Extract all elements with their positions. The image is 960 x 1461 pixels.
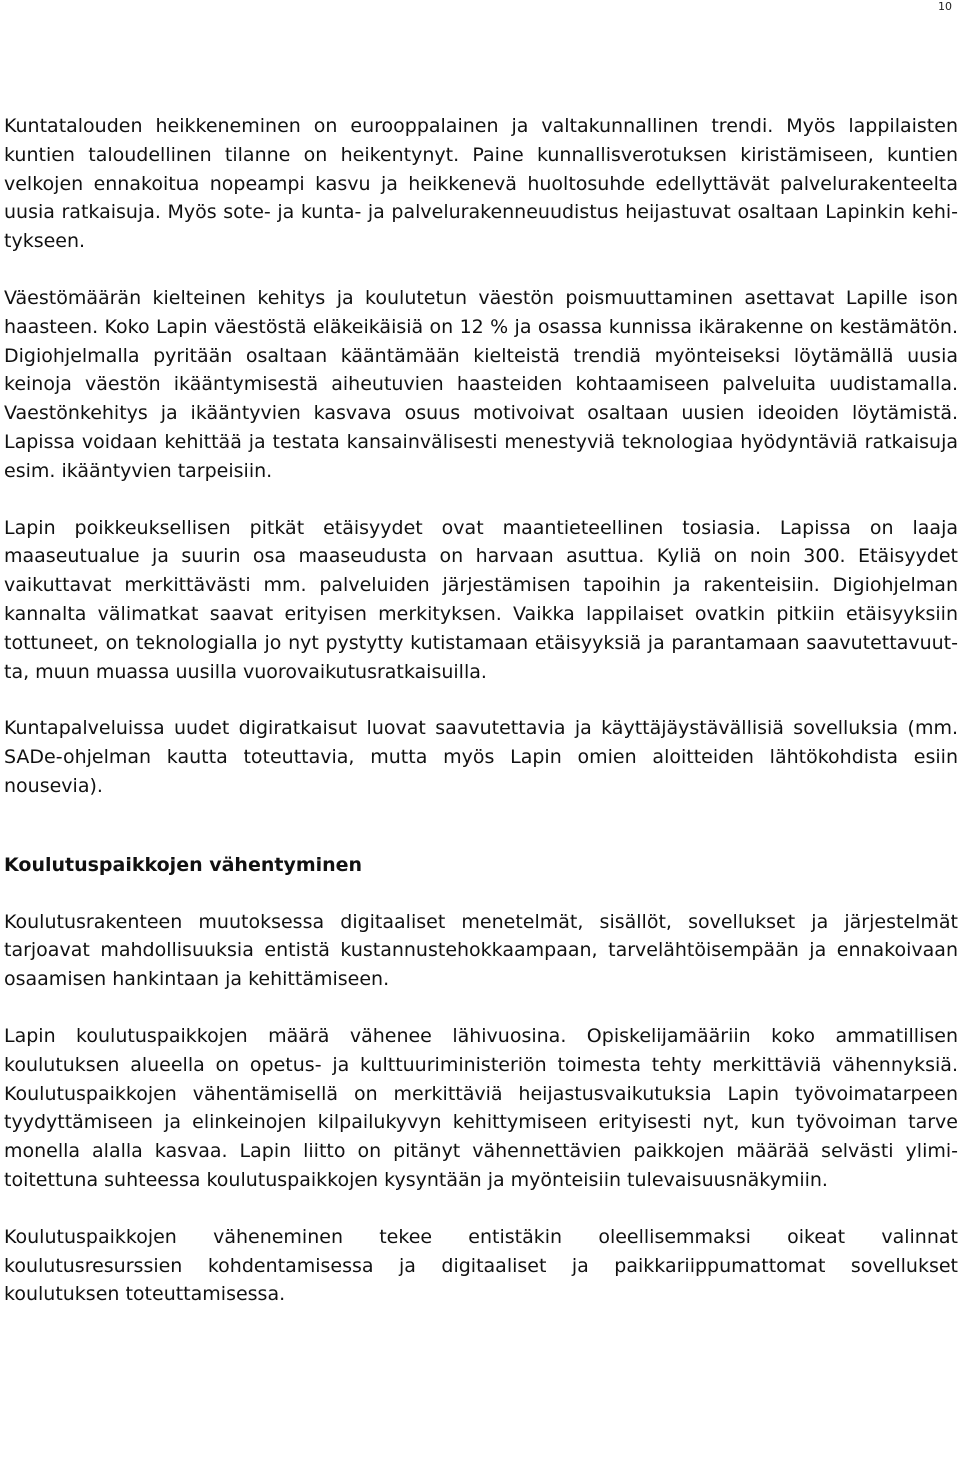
- paragraph-municipal-services: Kuntapalveluissa uudet digiratkaisut luovat saavutettavia ja käyttäjäystävällisiä sovelluksia (mm. SADe-ohjelman kautta toteuttavia, mutta myös Lapin omien aloitteiden lähtökohdista esiin nousevia).: [4, 717, 958, 797]
- paragraph-spacer: [4, 486, 958, 514]
- document-body: [4, 112, 958, 1309]
- section-spacer: [4, 801, 958, 851]
- paragraph-spacer: [4, 256, 958, 284]
- paragraph-spacer: [4, 994, 958, 1022]
- paragraph-spacer: [4, 1195, 958, 1223]
- section-heading: Koulutuspaikkojen vähentyminen: [4, 853, 363, 876]
- paragraph-spacer: [4, 880, 958, 908]
- page-number: 10: [938, 0, 952, 13]
- paragraph-education-places: Lapin koulutuspaikkojen määrä vähenee lähivuosina. Opiskelijamääriin koko ammatillisen koulutuksen alueella on opetus- ja kulttuuriministeriön toimesta tehty merkittäviä vähennyksiä. Koulutuspaikkojen vähentämisellä on merkittäviä heijastusvaikutuksia Lapin työvoimatarpeen tyydyttämiseen ja elinkeinojen kilpailukyvyn kehittymiseen erityisesti nyt, kun työvoiman tarve monella alalla kasvaa. Lapin liitto on pitänyt vähennettävien paikkojen määrää selvästi ylimitoitettuna suhteessa koulutuspaikkojen kysyntään ja myönteisiin tulevaisuusnäkymiin.: [4, 1024, 958, 1191]
- paragraph-municipal-economy: Kuntatalouden heikkeneminen on eurooppalainen ja valtakunnallinen trendi. Myös lappilaisten kuntien taloudellinen tilanne on heikentynyt. Paine kunnallisverotuksen kiristämiseen, kuntien velkojen ennakoitua nopeampi kasvu ja heikkenevä huoltosuhde edellyttävät palvelurakenteelta uusia ratkaisuja. Myös sote- ja kunta- ja palvelurakenneuudistus heijastuvat osaltaan Lapinkin kehitykseen.: [4, 115, 958, 253]
- paragraph-spacer: [4, 686, 958, 714]
- paragraph-population-trend: Väestömäärän kielteinen kehitys ja koulutetun väestön poismuuttaminen asettavat Lapille ison haasteen. Koko Lapin väestöstä eläkeikäisiä on 12 % ja osassa kunnissa ikärakenne on kestämätön. Digiohjelmalla pyritään osaltaan kääntämään kielteistä trendiä myönteiseksi löytämällä uusia keinoja väestön ikääntymisestä aiheutuvien haasteiden kohtaamiseen palveluita uudistamalla. Vaestönkehitys ja ikääntyvien kasvava osuus motivoivat osaltaan uusien ideoiden löytämistä. Lapissa voidaan kehittää ja testata kansainvälisesti menestyviä teknologiaa hyödyntäviä ratkaisuja esim. ikääntyvien tarpeisiin.: [4, 286, 958, 482]
- paragraph-education-structure: Koulutusrakenteen muutoksessa digitaaliset menetelmät, sisällöt, sovellukset ja järjestelmät tarjoavat mahdollisuuksia entistä kustannustehokkaampaan, tarvelähtöisempään ja ennakoivaan osaamisen hankintaan ja kehittämiseen.: [4, 910, 958, 991]
- paragraph-education-choices: Koulutuspaikkojen väheneminen tekee entistäkin oleellisemmaksi oikeat valinnat koulutusresurssien kohdentamisessa ja digitaaliset ja paikkariippumattomat sovellukset koulutuksen toteuttamisessa.: [4, 1225, 958, 1306]
- paragraph-distances: Lapin poikkeuksellisen pitkät etäisyydet ovat maantieteellinen tosiasia. Lapissa on laaja maaseutualue ja suurin osa maaseudusta on harvaan asuttua. Kyliä on noin 300. Etäisyydet vaikuttavat merkittävästi mm. palveluiden järjestämisen tapoihin ja rakenteisiin. Digiohjelman kannalta välimatkat saavat erityisen merkityksen. Vaikka lappilaiset ovatkin pitkiin etäisyyksiin tottuneet, on teknologialla jo nyt pystytty kutistamaan etäisyyksiä ja parantamaan saavutettavuutta, muun muassa uusilla vuorovaikutusratkaisuilla.: [4, 516, 958, 683]
